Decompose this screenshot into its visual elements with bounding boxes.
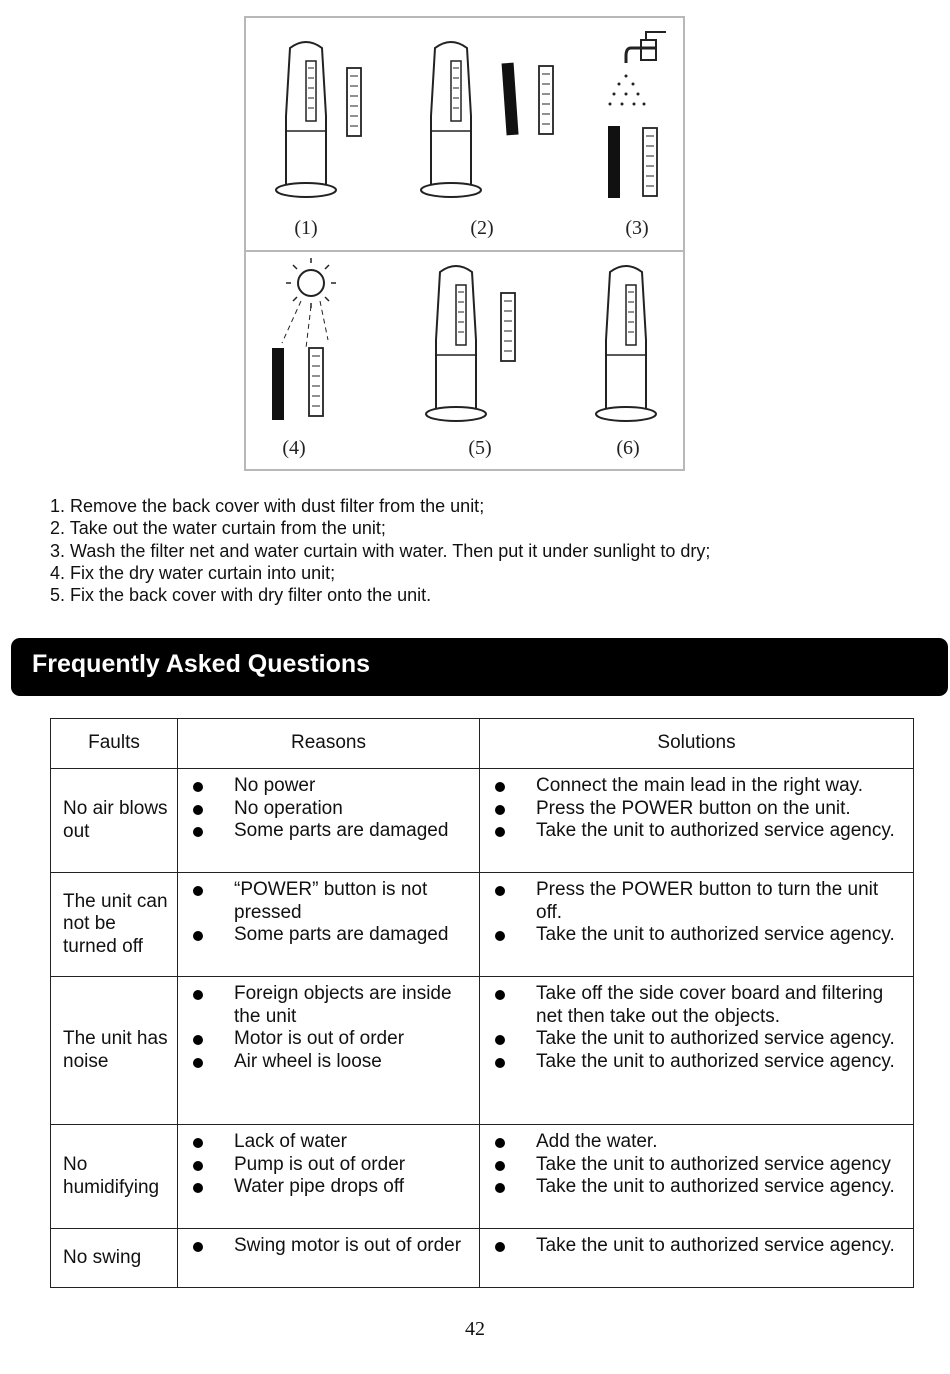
solution-item bbox=[480, 924, 913, 947]
solution-item bbox=[480, 1028, 913, 1051]
reason-text: Foreign objects are inside the unit bbox=[234, 983, 452, 1027]
reason-item bbox=[178, 1051, 479, 1074]
solution-item bbox=[480, 798, 913, 821]
solution-item bbox=[480, 1176, 913, 1199]
panel-2-drawing bbox=[421, 42, 553, 197]
header-solutions: Solutions bbox=[480, 719, 914, 769]
reason-text: Air wheel is loose bbox=[234, 1050, 382, 1072]
reason-text: No operation bbox=[234, 797, 343, 819]
solution-text: Take the unit to authorized service agency bbox=[536, 1153, 891, 1175]
solution-item bbox=[480, 1051, 913, 1074]
bullet-icon bbox=[178, 775, 234, 798]
bullet-icon bbox=[178, 798, 234, 821]
solution-item bbox=[480, 1154, 913, 1177]
solution-text: Take the unit to authorized service agency. bbox=[536, 1028, 895, 1049]
solution-item bbox=[480, 1131, 913, 1154]
bullet-icon bbox=[480, 924, 536, 947]
cleaning-steps bbox=[50, 495, 710, 606]
reason-text: Pump is out of order bbox=[234, 1153, 406, 1175]
solution-text: Take the unit to authorized service agency. bbox=[536, 820, 895, 841]
illustration-svg bbox=[246, 18, 683, 469]
reasons-cell bbox=[178, 977, 480, 1125]
solutions-cell bbox=[480, 1229, 914, 1288]
reason-item bbox=[178, 775, 479, 798]
bullet-icon bbox=[480, 1051, 536, 1074]
table-row bbox=[51, 977, 914, 1125]
reason-text: Lack of water bbox=[234, 1131, 347, 1152]
bullet-icon bbox=[178, 1235, 234, 1258]
reason-item bbox=[178, 820, 479, 843]
reason-text: Some parts are damaged bbox=[234, 820, 449, 841]
table-row bbox=[51, 769, 914, 873]
reason-item bbox=[178, 1131, 479, 1154]
fault-text: No swing bbox=[63, 1246, 142, 1268]
fault-cell bbox=[51, 769, 178, 873]
reason-text: “POWER” button is not pressed bbox=[234, 879, 428, 923]
reason-item bbox=[178, 1154, 479, 1177]
reason-item bbox=[178, 1176, 479, 1199]
solution-text: Take the unit to authorized service agency. bbox=[536, 1050, 895, 1072]
bullet-icon bbox=[178, 1051, 234, 1074]
fault-text: No humidifying bbox=[63, 1154, 160, 1198]
reason-item bbox=[178, 924, 479, 947]
bullet-icon bbox=[178, 924, 234, 947]
table-row bbox=[51, 1229, 914, 1288]
reason-text: Water pipe drops off bbox=[234, 1176, 405, 1197]
bullet-icon bbox=[178, 1028, 234, 1051]
solutions-cell bbox=[480, 1125, 914, 1229]
fault-text: The unit has noise bbox=[63, 1028, 168, 1072]
page-number: 42 bbox=[465, 1318, 485, 1340]
bullet-icon bbox=[480, 1154, 536, 1177]
solution-text: Press the POWER button on the unit. bbox=[536, 797, 851, 819]
solution-text: Connect the main lead in the right way. bbox=[536, 775, 864, 796]
panel-label: (4) bbox=[282, 437, 306, 459]
bullet-icon bbox=[480, 1235, 536, 1258]
solution-item bbox=[480, 879, 913, 924]
bullet-icon bbox=[178, 983, 234, 1028]
reason-item bbox=[178, 1028, 479, 1051]
bullet-icon bbox=[480, 1131, 536, 1154]
reason-text: Some parts are damaged bbox=[234, 924, 449, 945]
reason-text: Swing motor is out of order bbox=[234, 1235, 462, 1256]
panel-label: (6) bbox=[616, 437, 640, 459]
bullet-icon bbox=[480, 798, 536, 821]
panel-3-drawing bbox=[608, 32, 666, 198]
panel-1-drawing bbox=[276, 42, 361, 197]
filter-cleaning-illustration bbox=[244, 16, 685, 471]
bullet-icon bbox=[178, 1176, 234, 1199]
solution-item bbox=[480, 775, 913, 798]
panel-label: (5) bbox=[468, 437, 492, 459]
bullet-icon bbox=[480, 983, 536, 1028]
reasons-cell bbox=[178, 1125, 480, 1229]
fault-cell bbox=[51, 1125, 178, 1229]
solutions-cell bbox=[480, 873, 914, 977]
solution-text: Press the POWER button to turn the unit off. bbox=[536, 879, 879, 923]
step-text: 4. Fix the dry water curtain into unit; bbox=[50, 562, 336, 583]
solution-item bbox=[480, 983, 913, 1028]
faq-table bbox=[50, 718, 914, 1288]
solution-item bbox=[480, 820, 913, 843]
bullet-icon bbox=[178, 820, 234, 843]
panel-5-drawing bbox=[426, 266, 515, 421]
panel-4-drawing bbox=[272, 258, 336, 420]
bullet-icon bbox=[480, 879, 536, 924]
faq-title: Frequently Asked Questions bbox=[32, 650, 371, 678]
fault-cell bbox=[51, 977, 178, 1125]
step-text: 5. Fix the back cover with dry filter onto the unit. bbox=[50, 585, 432, 606]
table-header-row bbox=[51, 719, 914, 769]
solutions-cell bbox=[480, 977, 914, 1125]
bullet-icon bbox=[178, 1154, 234, 1177]
fault-cell bbox=[51, 1229, 178, 1288]
solutions-cell bbox=[480, 769, 914, 873]
step-text: 1. Remove the back cover with dust filter from the unit; bbox=[50, 496, 485, 516]
bullet-icon bbox=[178, 879, 234, 924]
panel-6-drawing bbox=[596, 266, 656, 421]
reason-item bbox=[178, 983, 479, 1028]
solution-text: Take off the side cover board and filtering net then take out the objects. bbox=[536, 983, 884, 1027]
solution-text: Add the water. bbox=[536, 1131, 658, 1152]
reason-text: Motor is out of order bbox=[234, 1028, 405, 1049]
reason-item bbox=[178, 1235, 479, 1258]
panel-label: (3) bbox=[625, 217, 649, 239]
bullet-icon bbox=[178, 1131, 234, 1154]
solution-text: Take the unit to authorized service agency. bbox=[536, 1235, 895, 1256]
fault-text: No air blows out bbox=[63, 798, 168, 842]
table-row bbox=[51, 1125, 914, 1229]
reasons-cell bbox=[178, 873, 480, 977]
solution-item bbox=[480, 1235, 913, 1258]
bullet-icon bbox=[480, 1176, 536, 1199]
reasons-cell bbox=[178, 769, 480, 873]
bullet-icon bbox=[480, 775, 536, 798]
step-text: 2. Take out the water curtain from the unit; bbox=[50, 518, 386, 539]
fault-cell bbox=[51, 873, 178, 977]
solution-text: Take the unit to authorized service agency. bbox=[536, 924, 895, 945]
panel-label: (1) bbox=[294, 217, 318, 239]
reason-item bbox=[178, 798, 479, 821]
faq-banner bbox=[11, 638, 948, 696]
solution-text: Take the unit to authorized service agency. bbox=[536, 1176, 895, 1197]
reason-text: No power bbox=[234, 775, 316, 796]
bullet-icon bbox=[480, 820, 536, 843]
header-faults: Faults bbox=[51, 719, 178, 769]
fault-text: The unit can not be turned off bbox=[63, 890, 168, 957]
bullet-icon bbox=[480, 1028, 536, 1051]
reasons-cell bbox=[178, 1229, 480, 1288]
reason-item bbox=[178, 879, 479, 924]
panel-label: (2) bbox=[470, 217, 494, 239]
table-row bbox=[51, 873, 914, 977]
step-text: 3. Wash the filter net and water curtain with water. Then put it under sunlight to dry; bbox=[50, 540, 711, 561]
header-reasons: Reasons bbox=[178, 719, 480, 769]
